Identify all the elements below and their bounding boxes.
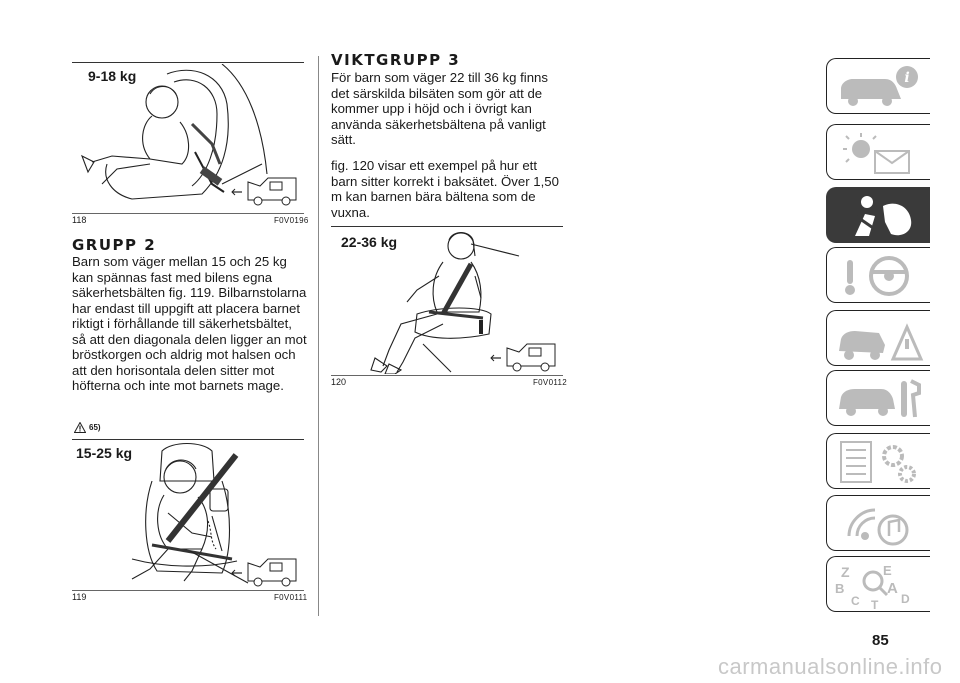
index-letter-a: A: [887, 580, 898, 597]
figure-120-top-rule: [331, 226, 563, 227]
figure-119-number: 119: [72, 592, 87, 602]
group2-text: Barn som väger mellan 15 och 25 kg kan spännas fast med bilens egna säkerhetsbälten fig. 119. Bilbarnstolarna har endast till uppgift att placera barnet riktigt i förhållande till säkerhetsbältet, så att den diagonala delen ligger an mot bröstkorgen och aldrig mot halsen och att den horisontala delen sitter mot höfterna och inte mot barnets mage.: [72, 254, 307, 393]
column-divider: [318, 56, 319, 616]
figure-118-rule: [72, 213, 304, 214]
tab-car-info[interactable]: [826, 58, 930, 114]
tab-emergency[interactable]: [826, 310, 930, 366]
index-letter-t: T: [871, 598, 879, 609]
figure-119-code: F0V0111: [274, 593, 308, 602]
group3-text: För barn som väger 22 till 36 kg finns det särskilda bilsäten som gör att de kommer upp i höjd och i övrigt kan använda säkerhetsbältena på vanligt sätt.: [331, 70, 548, 147]
tab-multimedia[interactable]: [826, 495, 930, 551]
dashboard-lights-icon: [835, 129, 925, 177]
figure-120: [331, 228, 563, 374]
group3-text2: fig. 120 visar ett exempel på hur ett barn sitter korrekt i baksätet. Över 1,50 m kan barnen bära bältena som de vuxna.: [331, 158, 559, 220]
tab-technical-data[interactable]: [826, 433, 930, 489]
starting-driving-icon: [835, 252, 925, 300]
group3-heading: VIKTGRUPP 3: [331, 51, 461, 69]
maintenance-icon: [835, 375, 925, 423]
warning-ref: 65): [89, 423, 101, 432]
tab-starting-driving[interactable]: [826, 247, 930, 303]
figure-118-label: 9-18 kg: [88, 68, 137, 84]
car-info-icon: [835, 63, 925, 111]
index-letter-e: E: [883, 563, 892, 578]
index-letter-b: B: [835, 581, 845, 596]
group2-heading: GRUPP 2: [72, 236, 157, 254]
tab-index[interactable]: [826, 556, 930, 612]
index-icon: [835, 561, 925, 609]
page-number: 85: [872, 632, 889, 649]
van-icon: [232, 178, 296, 205]
top-rule-left: [72, 62, 304, 63]
technical-data-icon: [835, 438, 925, 486]
figure-120-code: F0V0112: [533, 378, 567, 387]
group2-warning: [74, 422, 101, 433]
figure-119-top-rule: [72, 439, 304, 440]
figure-119-label: 15-25 kg: [76, 445, 133, 461]
svg-text:i: i: [904, 70, 910, 86]
index-letter-c: C: [851, 594, 860, 608]
tab-safety[interactable]: [826, 187, 930, 243]
tab-maintenance[interactable]: [826, 370, 930, 426]
multimedia-icon: [835, 500, 925, 548]
emergency-icon: [835, 315, 925, 363]
child-seat-22-36-illustration: [331, 228, 563, 374]
van-icon: [491, 344, 555, 371]
booster-seat-15-25-illustration: [72, 441, 304, 589]
figure-120-rule: [331, 375, 563, 376]
child-seat-9-18-illustration: [72, 64, 304, 212]
safety-airbag-icon: [835, 192, 925, 240]
figure-118-code: F0V0196: [274, 216, 309, 225]
figure-120-number: 120: [331, 377, 347, 387]
van-icon: [232, 559, 296, 586]
index-letter-d: D: [901, 592, 910, 606]
figure-119-rule: [72, 590, 304, 591]
figure-118: [72, 64, 304, 212]
index-letter-z: Z: [841, 564, 850, 580]
watermark: carmanualsonline.info: [718, 654, 943, 679]
figure-118-number: 118: [72, 215, 87, 225]
warning-triangle-icon: [74, 422, 86, 433]
figure-120-label: 22-36 kg: [341, 234, 398, 250]
figure-119: [72, 441, 304, 589]
tab-dashboard-lights[interactable]: [826, 124, 930, 180]
